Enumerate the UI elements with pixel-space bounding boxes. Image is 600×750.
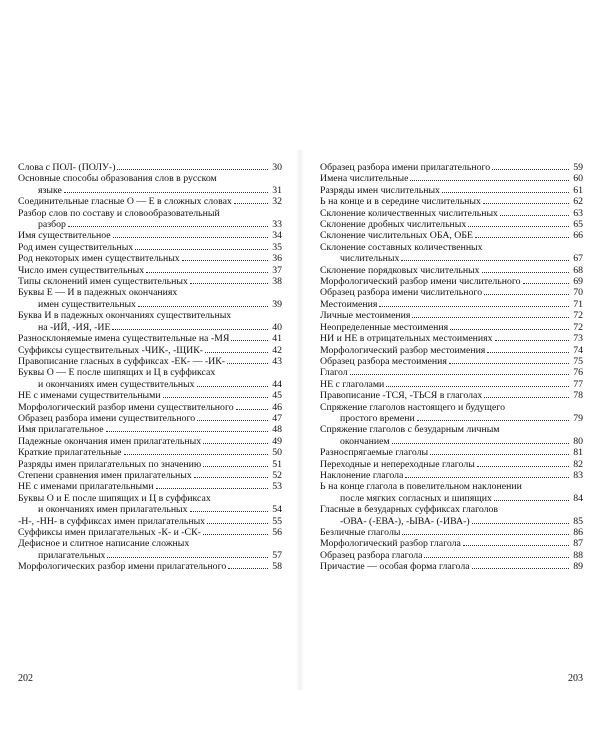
toc-entry: [320, 173, 583, 184]
toc-entry-page: 70: [573, 287, 583, 299]
toc-entry-text: Морфологический разбор глагола: [320, 538, 461, 550]
toc-entry: [320, 470, 583, 481]
dot-leader: [484, 396, 569, 398]
toc-entry-page: 53: [272, 481, 282, 493]
toc-entry: [320, 333, 583, 344]
toc-entry-page: 83: [573, 469, 583, 481]
toc-entry-text: Ь на конце глагола в повелительном наклонении: [320, 481, 522, 493]
toc-entry-text: Основные способы образования слов в русском: [18, 173, 217, 185]
toc-entry-text: Образец разбора имени числительного: [320, 287, 483, 299]
toc-entry-text: Слова с ПОЛ- (ПОЛУ-): [18, 162, 116, 173]
toc-entry: [320, 162, 583, 173]
dot-leader: [392, 442, 569, 444]
dot-leader: [494, 499, 569, 501]
toc-entry-text: Причастие — особая форма глагола: [320, 561, 470, 573]
toc-entry-page: 31: [272, 184, 282, 196]
toc-entry: [18, 493, 282, 516]
toc-entry-text: Разноспрягаемые глаголы: [320, 447, 429, 459]
toc-entry-text: Соединительные гласные О — Е в сложных словах: [18, 196, 232, 208]
dot-leader: [492, 168, 569, 170]
toc-entry-page: 52: [272, 469, 282, 481]
toc-entry: [18, 424, 282, 435]
toc-entry-text: Падежные окончания имен прилагательных: [18, 435, 202, 447]
dot-leader: [484, 293, 569, 295]
toc-entry-text: Личные местоимения: [320, 310, 411, 322]
toc-entry-text: Разбор слов по составу и словообразовательный: [18, 207, 220, 219]
toc-entry: [320, 196, 583, 207]
dot-leader: [477, 465, 569, 467]
toc-entry-page: 33: [272, 219, 282, 231]
toc-entry-page: 61: [573, 184, 583, 196]
toc-entry: [18, 516, 282, 527]
toc-entry-page: 72: [573, 310, 583, 322]
toc-entry-text: Разносклоняемые имена существительные на -МЯ: [18, 333, 230, 345]
toc-entry-page: 67: [573, 253, 583, 265]
dot-leader: [228, 567, 268, 569]
toc-entry-text: Морфологический разбор имени числительного: [320, 276, 521, 288]
toc-entry-text: окончанием: [340, 435, 390, 447]
toc-entry-text: Склонение составных количественных: [320, 241, 483, 253]
dot-leader: [472, 567, 569, 569]
dot-leader: [182, 259, 268, 261]
toc-entry: [18, 538, 282, 561]
toc-entry-text: Дефисное и слитное написание сложных: [18, 538, 190, 550]
toc-entry-text: Склонение порядковых числительных: [320, 264, 480, 276]
toc-entry-text: Число имен существительных: [18, 264, 145, 276]
toc-entry-text: простого времени: [340, 412, 415, 424]
dot-leader: [405, 476, 569, 478]
toc-entry-text: Образец разбора глагола: [320, 549, 423, 561]
toc-entry: [18, 481, 282, 492]
toc-entry-page: 32: [272, 196, 282, 208]
dot-leader: [231, 339, 268, 341]
toc-entry: [320, 265, 583, 276]
toc-entry-text: Правописание -ТСЯ, -ТЬСЯ в глаголах: [320, 390, 483, 402]
toc-entry-text: и окончаниях имен прилагательных: [38, 504, 188, 516]
toc-entry-page: 69: [573, 276, 583, 288]
toc-entry: [320, 538, 583, 549]
toc-entry: [18, 265, 282, 276]
toc-entry-text: Переходные и непереходные глаголы: [320, 458, 475, 470]
toc-entry-page: 43: [272, 355, 282, 367]
toc-entry: [18, 173, 282, 196]
toc-entry: [320, 208, 583, 219]
toc-entry: [18, 527, 282, 538]
toc-entry-text: Буквы О — Е после шипящих и Ц в суффиксах: [18, 367, 216, 379]
toc-entry: [18, 276, 282, 287]
toc-entry-page: 68: [573, 264, 583, 276]
toc-entry-page: 74: [573, 344, 583, 356]
toc-entry-page: 77: [573, 378, 583, 390]
toc-entry-text: Буквы Е — И в падежных окончаниях: [18, 287, 178, 299]
dot-leader: [424, 556, 569, 558]
toc-entry: [320, 242, 583, 265]
toc-entry-text: Род некоторых имен существительных: [18, 253, 180, 265]
toc-entry: [320, 550, 583, 561]
toc-entry-text: НИ и НЕ в отрицательных местоимениях: [320, 333, 493, 345]
dot-leader: [197, 419, 268, 421]
dot-leader: [463, 544, 569, 546]
dot-leader: [207, 522, 268, 524]
toc-entry-text: Имя существительное: [18, 230, 111, 242]
toc-entry-page: 80: [573, 435, 583, 447]
toc-entry-text: Род имен существительных: [18, 241, 134, 253]
toc-entry-page: 36: [272, 253, 282, 265]
toc-entry-text: Неопределенные местоимения: [320, 321, 449, 333]
dot-leader: [156, 487, 268, 489]
toc-entry-page: 57: [272, 549, 282, 561]
toc-entry-text: Склонение количественных числительных: [320, 207, 498, 219]
dot-leader: [410, 179, 569, 181]
toc-entry-text: -Н-, -НН- в суффиксах имен прилагательных: [18, 515, 206, 527]
dot-leader: [449, 362, 569, 364]
left-page-contents: [18, 162, 282, 573]
toc-entry: [18, 287, 282, 310]
dot-leader: [146, 271, 268, 273]
toc-entry-text: после мягких согласных и шипящих: [340, 492, 492, 504]
dot-leader: [64, 191, 268, 193]
toc-entry-page: 46: [272, 401, 282, 413]
toc-entry: [320, 379, 583, 390]
toc-entry-page: 42: [272, 344, 282, 356]
toc-entry-text: и окончаниях имен существительных: [38, 378, 195, 390]
toc-entry-text: на -ИЙ, -ИЯ, -ИЕ: [38, 321, 111, 333]
toc-entry-page: 73: [573, 333, 583, 345]
dot-leader: [194, 476, 268, 478]
toc-entry-page: 71: [573, 298, 583, 310]
toc-entry-page: 78: [573, 390, 583, 402]
toc-entry-text: НЕ с именами прилагательными: [18, 481, 154, 493]
dot-leader: [68, 225, 268, 227]
toc-entry: [18, 459, 282, 470]
dot-leader: [523, 282, 569, 284]
toc-entry: [320, 447, 583, 458]
toc-entry-page: 48: [272, 424, 282, 436]
toc-entry-text: Суффиксы существительных -ЧИК-, -ЩИК-: [18, 344, 204, 356]
toc-entry: [320, 424, 583, 447]
toc-entry-text: прилагательных: [38, 549, 106, 561]
toc-entry: [320, 322, 583, 333]
toc-entry: [18, 413, 282, 424]
dot-leader: [135, 248, 268, 250]
dot-leader: [138, 305, 268, 307]
left-page-number: 202: [18, 673, 33, 684]
toc-entry-text: Местоимения: [320, 298, 378, 310]
toc-entry: [18, 436, 282, 447]
toc-entry-page: 37: [272, 264, 282, 276]
dot-leader: [379, 305, 569, 307]
dot-leader: [163, 396, 268, 398]
toc-entry: [18, 390, 282, 401]
toc-entry: [320, 561, 583, 572]
toc-entry: [320, 310, 583, 321]
dot-leader: [205, 351, 268, 353]
toc-entry: [18, 242, 282, 253]
toc-entry: [320, 276, 583, 287]
toc-entry-page: 65: [573, 219, 583, 231]
toc-entry-text: Разряды имен прилагательных по значению: [18, 458, 202, 470]
toc-entry: [18, 561, 282, 572]
toc-entry: [320, 504, 583, 527]
toc-entry-text: Разряды имен числительных: [320, 184, 440, 196]
toc-entry-text: Ь на конце и в середине числительных: [320, 196, 481, 208]
toc-entry-text: НЕ с именами существительными: [18, 390, 161, 402]
dot-leader: [124, 453, 268, 455]
toc-entry-text: Спряжение глаголов настоящего и будущего: [320, 401, 505, 413]
toc-entry-text: НЕ с глаголами: [320, 378, 385, 390]
toc-entry-text: Правописание гласных в суффиксах -ЕК- — -ИК-: [18, 355, 226, 367]
dot-leader: [412, 316, 569, 318]
toc-entry: [320, 287, 583, 298]
toc-entry-text: числительных: [340, 253, 400, 265]
toc-entry-page: 72: [573, 321, 583, 333]
book-gutter: [296, 150, 304, 690]
toc-entry-text: Типы склонений имен существительных: [18, 276, 188, 288]
toc-entry-text: Гласные в безударных суффиксах глаголов: [320, 504, 499, 516]
dot-leader: [430, 453, 569, 455]
toc-entry-page: 89: [573, 561, 583, 573]
toc-entry-text: Образец разбора имени существительного: [18, 412, 196, 424]
toc-entry-page: 47: [272, 412, 282, 424]
dot-leader: [234, 202, 268, 204]
toc-entry: [320, 459, 583, 470]
toc-entry-page: 54: [272, 504, 282, 516]
toc-entry-page: 60: [573, 173, 583, 185]
toc-entry-page: 85: [573, 515, 583, 527]
dot-leader: [417, 419, 569, 421]
dot-leader: [113, 236, 268, 238]
dot-leader: [500, 214, 569, 216]
toc-entry-text: Степени сравнения имен прилагательных: [18, 469, 192, 481]
toc-entry-text: Склонение дробных числительных: [320, 219, 467, 231]
toc-entry: [18, 333, 282, 344]
toc-entry-page: 75: [573, 355, 583, 367]
toc-entry-page: 51: [272, 458, 282, 470]
dot-leader: [402, 533, 569, 535]
toc-entry-text: Краткие прилагательные: [18, 447, 122, 459]
toc-entry-page: 86: [573, 527, 583, 538]
toc-entry-text: Склонение числительных ОБА, ОБЕ: [320, 230, 473, 242]
toc-entry-page: 45: [272, 390, 282, 402]
toc-entry-page: 79: [573, 412, 583, 424]
dot-leader: [468, 225, 569, 227]
toc-entry-page: 76: [573, 367, 583, 379]
toc-entry: [18, 367, 282, 390]
toc-entry-page: 49: [272, 435, 282, 447]
toc-entry-text: Буква И в падежных окончаниях существительных: [18, 310, 232, 322]
dot-leader: [112, 328, 268, 330]
toc-entry-page: 35: [272, 241, 282, 253]
toc-entry-text: Морфологический разбор имени существительного: [18, 401, 234, 413]
toc-entry-page: 66: [573, 230, 583, 242]
toc-entry-page: 56: [272, 527, 282, 538]
toc-entry-text: -ОВА- (-ЕВА-), -ЫВА- (-ИВА-): [340, 515, 470, 527]
toc-entry-text: Морфологический разбор местоимения: [320, 344, 486, 356]
toc-entry-page: 81: [573, 447, 583, 459]
toc-entry-text: Морфологических разбор имени прилагательного: [18, 561, 227, 573]
dot-leader: [117, 168, 268, 170]
toc-entry: [320, 527, 583, 538]
toc-entry-page: 39: [272, 298, 282, 310]
dot-leader: [190, 282, 268, 284]
dot-leader: [203, 465, 268, 467]
toc-entry-page: 40: [272, 321, 282, 333]
toc-entry-text: Безличные глаголы: [320, 527, 401, 538]
dot-leader: [203, 533, 268, 535]
dot-leader: [386, 385, 569, 387]
toc-entry-text: Суффиксы имен прилагательных -К- и -СК-: [18, 527, 201, 538]
toc-entry: [18, 402, 282, 413]
toc-entry: [18, 208, 282, 231]
dot-leader: [450, 328, 569, 330]
dot-leader: [227, 362, 268, 364]
toc-entry: [320, 219, 583, 230]
dot-leader: [203, 442, 268, 444]
toc-entry-page: 87: [573, 538, 583, 550]
dot-leader: [442, 191, 569, 193]
toc-entry: [18, 470, 282, 481]
dot-leader: [472, 522, 569, 524]
toc-entry-page: 41: [272, 333, 282, 345]
toc-entry: [18, 162, 282, 173]
toc-entry: [18, 345, 282, 356]
toc-entry-page: 88: [573, 549, 583, 561]
toc-entry-text: Спряжение глаголов с безударным личным: [320, 424, 500, 436]
toc-entry: [18, 310, 282, 333]
toc-entry: [320, 481, 583, 504]
toc-entry: [18, 447, 282, 458]
dot-leader: [236, 408, 268, 410]
dot-leader: [483, 202, 569, 204]
right-page-number: 203: [568, 673, 583, 684]
toc-entry: [18, 230, 282, 241]
toc-entry-page: 50: [272, 447, 282, 459]
toc-entry-text: Имена числительные: [320, 173, 409, 185]
toc-entry: [18, 356, 282, 367]
toc-entry: [320, 185, 583, 196]
toc-entry-text: языке: [38, 184, 62, 196]
toc-entry-page: 34: [272, 230, 282, 242]
toc-entry-text: Буквы О и Е после шипящих и Ц в суффиксах: [18, 492, 211, 504]
toc-entry-page: 38: [272, 276, 282, 288]
toc-entry-text: Образец разбора имени прилагательного: [320, 162, 491, 173]
toc-entry: [320, 402, 583, 425]
toc-entry-text: имен существительных: [38, 298, 136, 310]
toc-entry-page: 55: [272, 515, 282, 527]
dot-leader: [487, 351, 569, 353]
toc-entry-page: 59: [573, 162, 583, 173]
toc-entry: [320, 390, 583, 401]
dot-leader: [350, 373, 569, 375]
toc-entry: [320, 299, 583, 310]
dot-leader: [190, 510, 268, 512]
toc-entry: [18, 253, 282, 264]
toc-entry: [320, 356, 583, 367]
toc-entry: [320, 230, 583, 241]
toc-entry-page: 30: [272, 162, 282, 173]
toc-entry-page: 84: [573, 492, 583, 504]
dot-leader: [197, 385, 268, 387]
dot-leader: [482, 271, 569, 273]
toc-entry-page: 44: [272, 378, 282, 390]
toc-entry: [320, 345, 583, 356]
toc-entry-text: Имя прилагательное: [18, 424, 104, 436]
toc-entry-page: 63: [573, 207, 583, 219]
toc-entry-page: 58: [272, 561, 282, 573]
dot-leader: [475, 236, 569, 238]
toc-entry: [18, 196, 282, 207]
dot-leader: [401, 259, 569, 261]
dot-leader: [495, 339, 569, 341]
dot-leader: [106, 430, 268, 432]
right-page-contents: [320, 162, 583, 573]
dot-leader: [107, 556, 268, 558]
toc-entry-text: разбор: [38, 219, 66, 231]
toc-entry: [320, 367, 583, 378]
toc-entry-text: Наклонение глагола: [320, 469, 404, 481]
toc-entry-page: 82: [573, 458, 583, 470]
toc-entry-text: Образец разбора местоимения: [320, 355, 447, 367]
toc-entry-text: Глагол: [320, 367, 348, 379]
toc-entry-page: 62: [573, 196, 583, 208]
